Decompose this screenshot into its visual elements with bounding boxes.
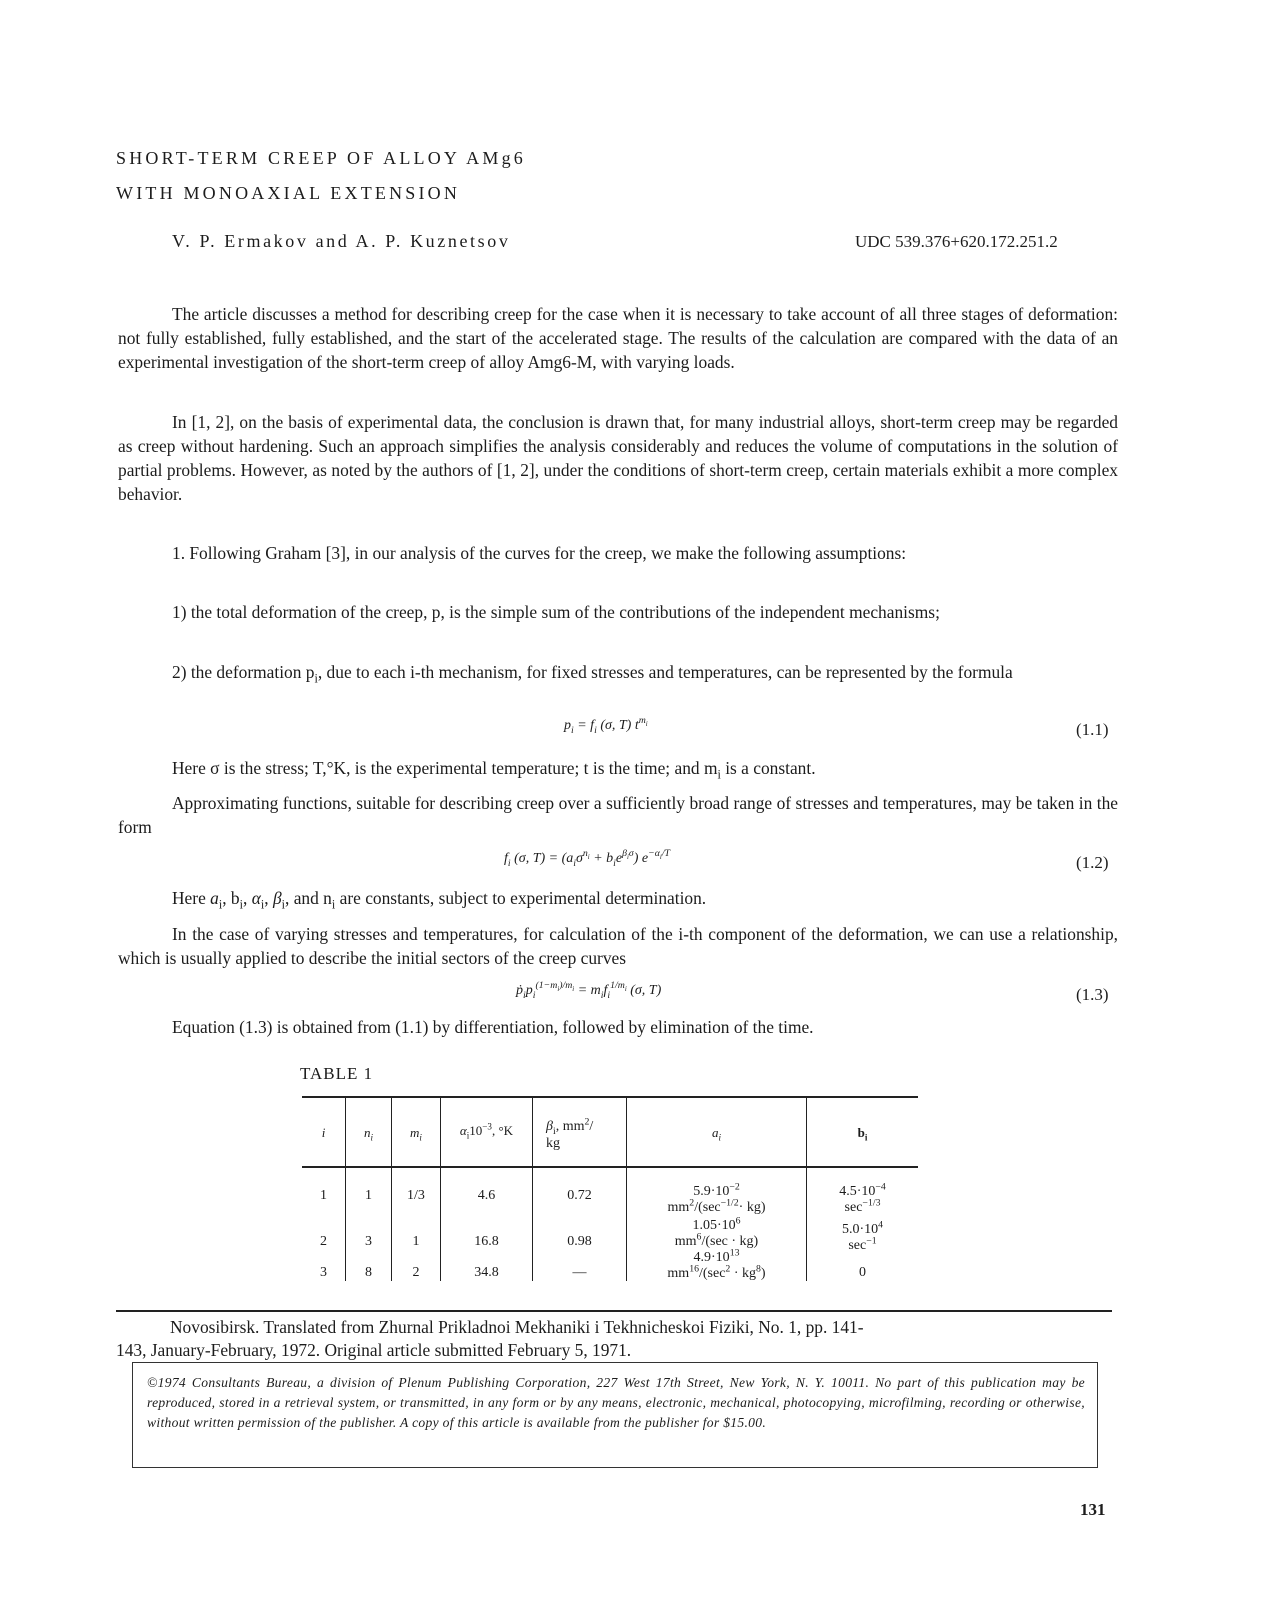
article-title-line-2: WITH MONOAXIAL EXTENSION bbox=[116, 183, 461, 203]
table-cell-m: 1/3 bbox=[407, 1188, 425, 1203]
table-cell-a-3: $4.9\cdot 10^{13}$ $mm^{16}/(\sec^2 \cdot kg^8)$ bbox=[667, 1247, 766, 1281]
article-title-line-1: SHORT-TERM CREEP OF ALLOY AMg6 bbox=[116, 148, 526, 168]
equation-number-1-3: (1.3) bbox=[1076, 985, 1109, 1004]
table-cell-n: 1 bbox=[365, 1188, 372, 1203]
table-cell-b-1: $4.5\cdot 10^{-4}$ $\sec^{-1/3}$ bbox=[839, 1181, 886, 1215]
table-cell-n: 8 bbox=[365, 1265, 372, 1280]
table-header-i: i bbox=[321, 1125, 326, 1140]
paragraph-introduction: In [1, 2], on the basis of experimental data, the conclusion is drawn that, for many industrial alloys, short-term creep may be regarded as creep without hardening. Such an approach simplifies the analysis considerably and reduces the volume of computations in the solution of partial problems. However, as noted by the authors of [1, 2], under the conditions of short-term creep, certain materials exhibit a more complex behavior. bbox=[118, 412, 1118, 504]
table-header-a: $a_i$ bbox=[711, 1125, 722, 1143]
equation-1-2: $f_i$ (σ, $T) = (a_i\sigma^{n_i} + b_ie^{\beta_i\sigma})$ $e^{-\alpha_i/T}$ bbox=[504, 848, 670, 869]
table-cell-b-2: $5.0\cdot 10^4$ $\sec^{-1}$ bbox=[841, 1219, 884, 1253]
table-cell-beta: 0.98 bbox=[567, 1234, 592, 1249]
table-header-b: $b_i$ bbox=[857, 1125, 868, 1143]
paragraph-varying-stresses: In the case of varying stresses and temperatures, for calculation of the i-th component of the deformation, we can use a relationship, which is usually applied to describe the initial sectors of the creep curves bbox=[118, 924, 1118, 968]
table-cell-a-2: $1.05\cdot 10^6$ $mm^6/(\sec \cdot kg)$ bbox=[674, 1215, 759, 1249]
paragraph-assumption-1: 1) the total deformation of the creep, p, is the simple sum of the contributions of the independent mechanisms; bbox=[172, 602, 940, 622]
paragraph-assumptions: 1. Following Graham [3], in our analysis of the curves for the creep, we make the following assumptions: bbox=[172, 543, 907, 563]
table-label: TABLE 1 bbox=[300, 1064, 374, 1083]
table-cell-m: 2 bbox=[412, 1265, 420, 1280]
copyright-notice bbox=[132, 1362, 1098, 1468]
table-cell-i: 3 bbox=[320, 1265, 327, 1280]
paragraph-definitions: Here σ is the stress; T,°K, is the experimental temperature; t is the time; and $m_i$ is a constant. bbox=[172, 758, 816, 782]
table-header-rule bbox=[302, 1166, 918, 1168]
table-cell-alpha: 34.8 bbox=[474, 1265, 499, 1280]
table-cell-beta: 0.72 bbox=[567, 1188, 592, 1203]
table-cell-i: 2 bbox=[320, 1234, 327, 1249]
table-cell-n: 3 bbox=[365, 1234, 372, 1249]
table-cell-a-1: $5.9\cdot 10^{-2}$ $mm^2/(\sec^{-1/2}\cdot kg)$ bbox=[667, 1181, 766, 1215]
paragraph-abstract: The article discusses a method for describing creep for the case when it is necessary to take account of all three stages of deformation: not fully established, fully established, and the start of the accelerated stage. The results of the calculation are compared with the data of an experimental investigation of the short-term creep of alloy Amg6-M, with varying loads. bbox=[118, 304, 1118, 372]
table-cell-beta: — bbox=[572, 1265, 587, 1280]
equation-number-1-1: (1.1) bbox=[1076, 720, 1109, 739]
table-cell-alpha: 4.6 bbox=[477, 1188, 496, 1203]
footnote-source: Novosibirsk. Translated from Zhurnal Prikladnoi Mekhaniki i Tekhnicheskoi Fiziki, No. 1, pp. 141- 143, January-February, 1972. Original article submitted February 5, 1971. bbox=[116, 1317, 864, 1360]
footnote-rule bbox=[116, 1310, 1112, 1312]
table-cell-b-3: 0 bbox=[859, 1265, 866, 1280]
table-header-m: $m_i$ bbox=[410, 1125, 422, 1143]
table-top-rule bbox=[302, 1096, 918, 1098]
equation-number-1-2: (1.2) bbox=[1076, 853, 1109, 872]
table-cell-i: 1 bbox=[320, 1188, 327, 1203]
table-header-beta: $\beta_i$, $mm^2/$ kg bbox=[546, 1116, 594, 1151]
page-number: 131 bbox=[1080, 1500, 1106, 1519]
table-cell-m: 1 bbox=[412, 1234, 420, 1249]
copyright-text: ©1974 Consultants Bureau, a division of Plenum Publishing Corporation, 227 West 17th Street, New York, N. Y. 10011. No part of this publication may be reproduced, stored in a retrieval system, or transmitted, in any form or by any means, electronic, mechanical, photocopying, microfilming, recording or otherwise, without written permission of the publisher. A copy of this article is available from the publisher for $15.00. bbox=[147, 1375, 1085, 1430]
equation-1-3: $ṗ_ip_i^{(1-m_i)/m_i} = m_if_i^{1/m_i}$ (σ, T) bbox=[516, 980, 662, 1001]
table-header-n: $n_i$ bbox=[363, 1125, 374, 1143]
paragraph-approximating-functions: Approximating functions, suitable for describing creep over a sufficiently broad range of stresses and temperatures, may be taken in the form bbox=[118, 793, 1118, 837]
table-cell-alpha: 16.8 bbox=[474, 1234, 499, 1249]
table-header-alpha: $\alpha_i10^{-3}$, °K bbox=[459, 1121, 514, 1141]
article-authors: V. P. Ermakov and A. P. Kuznetsov bbox=[172, 231, 511, 251]
equation-1-1: $p_i = f_i$ (σ, T) $t^{m_i}$ bbox=[564, 715, 648, 736]
paragraph-equation-derivation: Equation (1.3) is obtained from (1.1) by differentiation, followed by elimination of the time. bbox=[172, 1017, 814, 1037]
paragraph-constants: Here $a_i$, $b_i$, $\alpha_i$, $\beta_i$, and $n_i$ are constants, subject to experimental determination. bbox=[172, 888, 707, 912]
udc-code: UDC 539.376+620.172.251.2 bbox=[855, 232, 1058, 251]
paragraph-assumption-2: 2) the deformation $p_i$, due to each i-th mechanism, for fixed stresses and temperatures, can be represented by the formula bbox=[172, 662, 1013, 686]
